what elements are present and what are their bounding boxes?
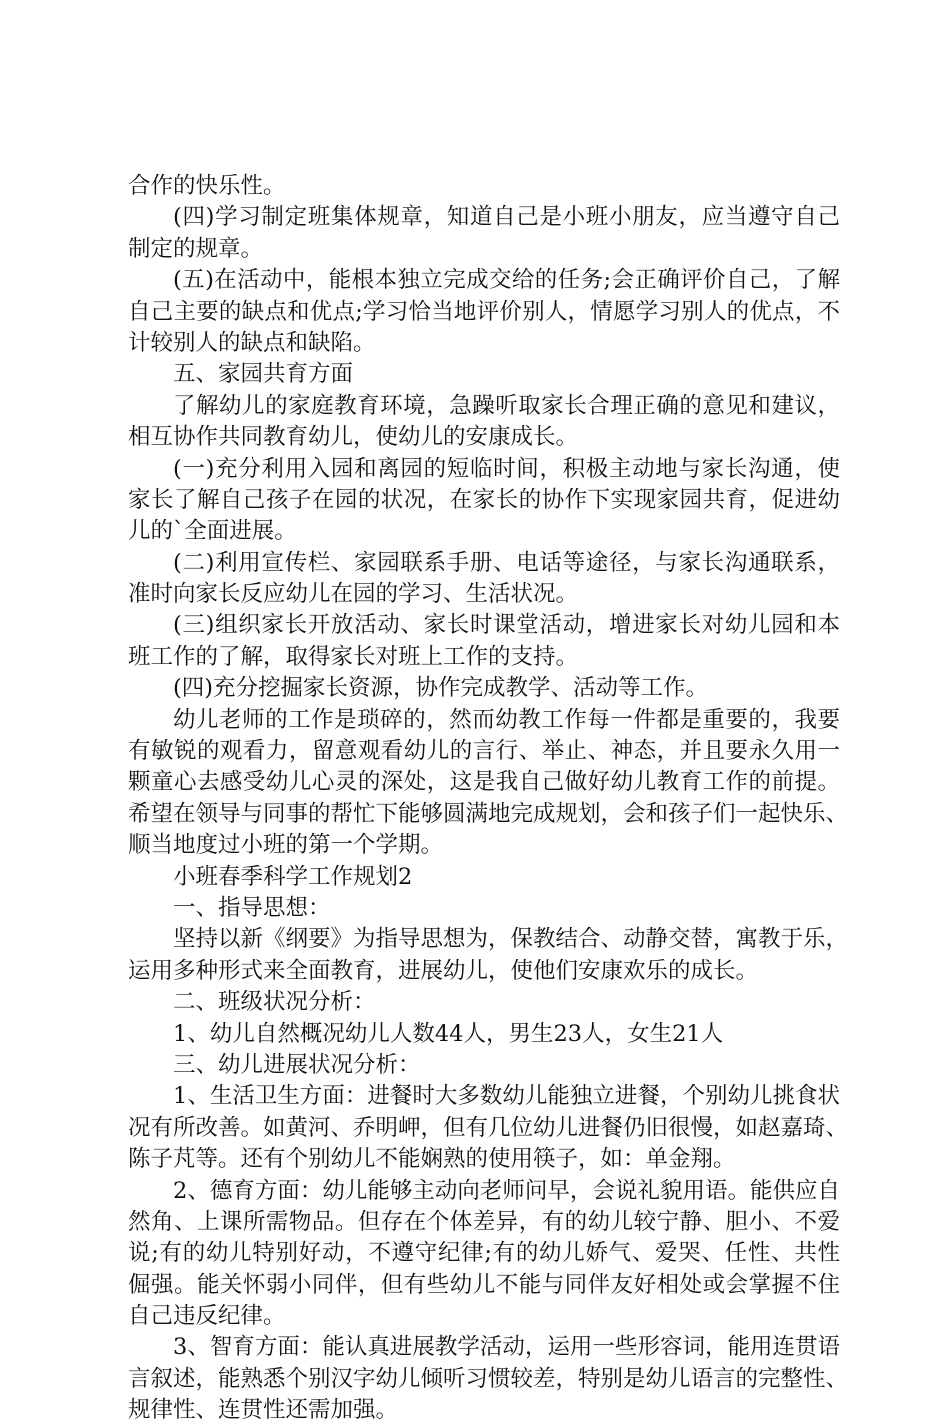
document-body <box>128 171 849 1427</box>
text-line: (五)在活动中，能根本独立完成交给的任务;会正确评价自己，了解 <box>173 267 840 294</box>
text-line: 颗童心去感受幼儿心灵的深处，这是我自己做好幼儿教育工作的前提。 <box>128 769 840 796</box>
text-line: 班工作的了解，取得家长对班上工作的支持。 <box>128 643 579 670</box>
text-line: 幼儿老师的工作是琐碎的，然而幼教工作每一件都是重要的，我要 <box>173 706 840 733</box>
text-line: (一)充分利用入园和离园的短临时间，积极主动地与家长沟通，使 <box>173 455 840 482</box>
text-line: 1、生活卫生方面：进餐时大多数幼儿能独立进餐，个别幼儿挑食状 <box>173 1083 840 1110</box>
text-line: 1、幼儿自然概况幼儿人数44人，男生23人，女生21人 <box>173 1020 724 1047</box>
text-line: 准时向家长反应幼儿在园的学习、生活状况。 <box>128 581 579 608</box>
text-line: 计较别人的缺点和缺陷。 <box>128 329 376 356</box>
text-line: (三)组织家长开放活动、家长时课堂活动，增进家长对幼儿园和本 <box>173 612 840 639</box>
text-line: 况有所改善。如黄河、乔明岬，但有几位幼儿进餐仍旧很慢，如赵嘉琦、 <box>128 1114 849 1141</box>
text-line: 自己违反纪律。 <box>128 1303 286 1330</box>
text-line: (二)利用宣传栏、家园联系手册、电话等途径，与家长沟通联系， <box>173 549 840 576</box>
text-line: 2、德育方面：幼儿能够主动向老师问早，会说礼貌用语。能供应自 <box>173 1177 840 1204</box>
text-line: 倔强。能关怀弱小同伴，但有些幼儿不能与同伴友好相处或会掌握不住 <box>128 1271 840 1298</box>
section-heading: 二、班级状况分析： <box>173 989 376 1016</box>
text-line: 相互协作共同教育幼儿，使幼儿的安康成长。 <box>128 424 579 451</box>
text-line: 言叙述，能熟悉个别汉字幼儿倾听习惯较差，特别是幼儿语言的完整性、 <box>128 1365 849 1392</box>
text-line: 运用多种形式来全面教育，进展幼儿，使他们安康欢乐的成长。 <box>128 957 759 984</box>
text-line: 家长了解自己孩子在园的状况，在家长的协作下实现家园共育，促进幼 <box>128 486 840 513</box>
text-line: 制定的规章。 <box>128 235 264 262</box>
text-line: 有敏锐的观看力，留意观看幼儿的言行、举止、神态，并且要永久用一 <box>128 738 840 765</box>
section-heading: 一、指导思想： <box>173 894 331 921</box>
text-line: 希望在领导与同事的帮忙下能够圆满地完成规划，会和孩子们一起快乐、 <box>128 800 849 827</box>
text-line: (四)充分挖掘家长资源，协作完成教学、活动等工作。 <box>173 675 709 702</box>
text-line: 合作的快乐性。 <box>128 173 286 199</box>
text-line: 了解幼儿的家庭教育环境，急躁听取家长合理正确的意见和建议， <box>173 392 840 419</box>
text-line: 自己主要的缺点和优点;学习恰当地评价别人，情愿学习别人的优点，不 <box>128 298 840 325</box>
text-line: 3、智育方面：能认真进展教学活动，运用一些形容词，能用连贯语 <box>173 1334 840 1361</box>
text-line: 陈子芃等。还有个别幼儿不能娴熟的使用筷子，如：单金翔。 <box>128 1146 736 1173</box>
text-line: 顺当地度过小班的第一个学期。 <box>128 832 444 859</box>
section-title: 小班春季科学工作规划2 <box>173 863 413 890</box>
text-line: 然角、上课所需物品。但存在个体差异，有的幼儿较宁静、胆小、不爱 <box>128 1208 840 1235</box>
text-line: 说;有的幼儿特别好动，不遵守纪律;有的幼儿娇气、爱哭、任性、共性 <box>128 1240 840 1267</box>
text-line: (四)学习制定班集体规章，知道自己是小班小朋友，应当遵守自己 <box>173 204 840 231</box>
text-line: 儿的`全面进展。 <box>128 518 297 545</box>
section-heading: 五、家园共育方面 <box>173 361 354 388</box>
text-line: 坚持以新《纲要》为指导思想为，保教结合、动静交替，寓教于乐， <box>173 926 849 953</box>
section-heading: 三、幼儿进展状况分析： <box>173 1051 421 1078</box>
text-line: 规律性、连贯性还需加强。 <box>128 1397 399 1424</box>
